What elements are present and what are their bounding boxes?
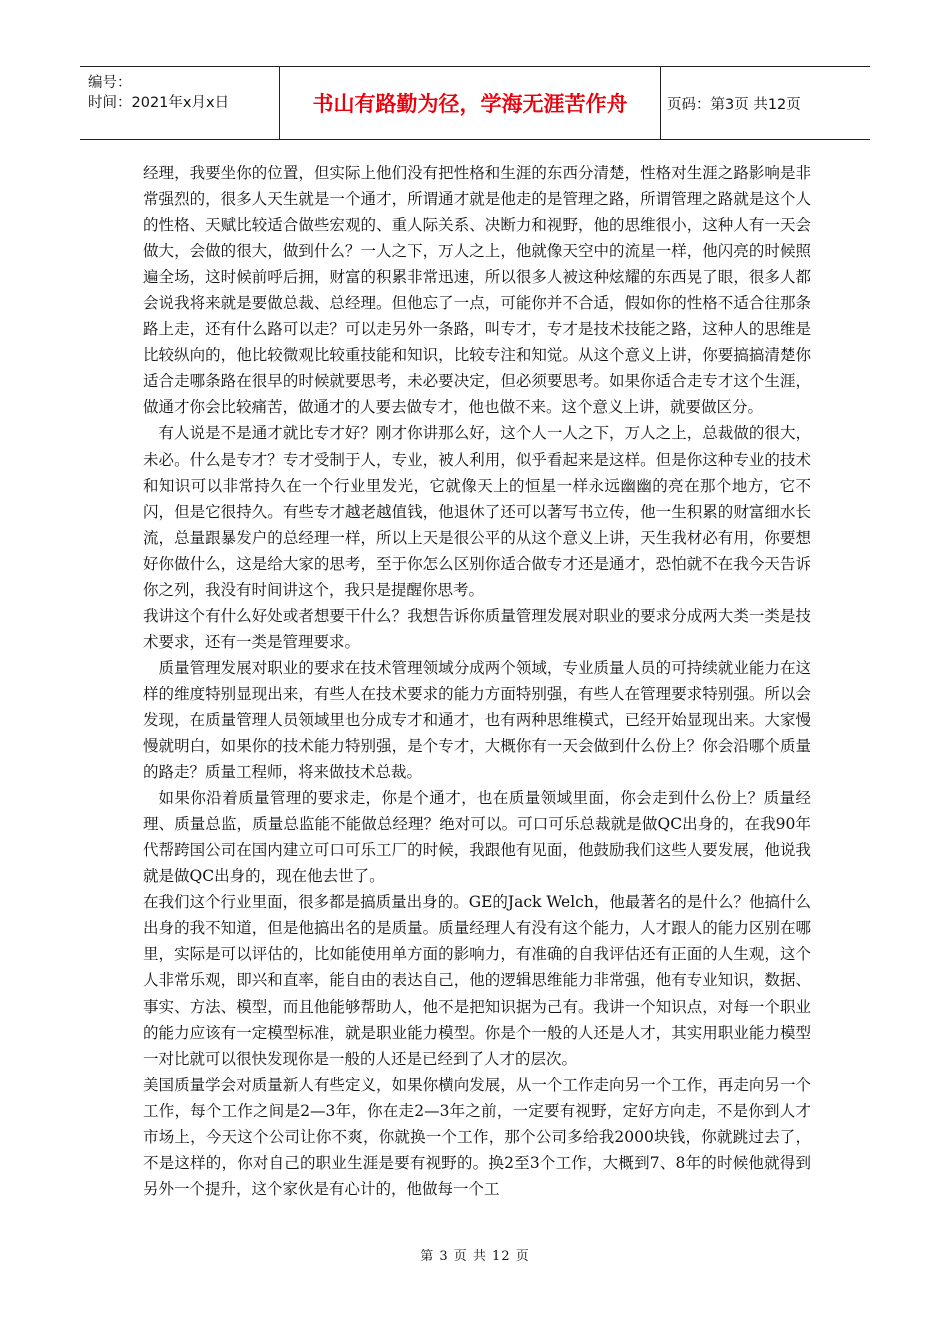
- paragraph: 如果你沿着质量管理的要求走，你是个通才，也在质量领域里面，你会走到什么份上？质量经理、质量总监，质量总监能不能做总经理？绝对可以。可口可乐总裁就是做QC出身的，在我90年代帮跨国公司在国内建立可口可乐工厂的时候，我跟他有见面，他鼓励我们这些人要发展，他说我就是做QC出身的，现在他去世了。: [143, 789, 811, 886]
- page-footer: 第 3 页 共 12 页: [420, 1249, 530, 1264]
- paragraph: 我讲这个有什么好处或者想要干什么？我想告诉你质量管理发展对职业的要求分成两大类一类是技术要求，还有一类是管理要求。: [143, 606, 811, 651]
- document-body: [143, 160, 811, 1202]
- document-number-label: 编号：: [88, 75, 132, 91]
- paragraph: 经理，我要坐你的位置，但实际上他们没有把性格和生涯的东西分清楚，性格对生涯之路影响是非常强烈的，很多人天生就是一个通才，所谓通才就是他走的是管理之路，所谓管理之路就是这个人的性格、天赋比较适合做些宏观的、重人际关系、决断力和视野，他的思维很小，这种人有一天会做大，会做的很大，做到什么？一人之下，万人之上，他就像天空中的流星一样，他闪亮的时候照遍全场，这时候前呼后拥，财富的积累非常迅速，所以很多人被这种炫耀的东西晃了眼，很多人都会说我将来就是要做总裁、总经理。但他忘了一点，可能你并不合适，假如你的性格不适合往那条路上走，还有什么路可以走？可以走另外一条路，叫专才，专才是技术技能之路，这种人的思维是比较纵向的，他比较微观比较重技能和知识，比较专注和知觉。从这个意义上讲，你要搞搞清楚你适合走哪条路在很早的时候就要思考，未必要决定，但必须要思考。如果你适合走专才这个生涯，做通才你会比较痛苦，做通才的人要去做专才，他也做不来。这个意义上讲，就要做区分。: [143, 164, 811, 417]
- paragraph: 有人说是不是通才就比专才好？刚才你讲那么好，这个人一人之下，万人之上，总裁做的很大，未必。什么是专才？专才受制于人，专业，被人利用，似乎看起来是这样。但是你这种专业的技术和知识可以非常持久在一个行业里发光，它就像天上的恒星一样永远幽幽的亮在那个地方，它不闪，但是它很持久。有些专才越老越值钱，他退休了还可以著写书立传，他一生积累的财富细水长流，总量跟暴发户的总经理一样，所以上天是很公平的从这个意义上讲，天生我材必有用，你要想好你做什么，这是给大家的思考，至于你怎么区别你适合做专才还是通才，恐怕就不在我今天告诉你之列，我没有时间讲这个，我只是提醒你思考。: [143, 424, 811, 599]
- document-time-label: 时间：2021年x月x日: [88, 95, 230, 111]
- header-motto: 书山有路勤为径，学海无涯苦作舟: [280, 67, 661, 139]
- paragraph: 在我们这个行业里面，很多都是搞质量出身的。GE的Jack Welch，他最著名的是什么？他搞什么出身的我不知道，但是他搞出名的是质量。质量经理人有没有这个能力，人才跟人的能力区别在哪里，实际是可以评估的，比如能使用单方面的影响力，有准确的自我评估还有正面的人生观，这个人非常乐观，即兴和直率，能自由的表达自己，他的逻辑思维能力非常强，他有专业知识，数据、事实、方法、模型，而且他能够帮助人，他不是把知识据为己有。我讲一个知识点，对每一个职业的能力应该有一定模型标准，就是职业能力模型。你是个一般的人还是人才，其实用职业能力模型一对比就可以很快发现你是一般的人还是已经到了人才的层次。: [143, 893, 811, 1068]
- header-page-info: 页码：第3页 共12页: [667, 96, 801, 113]
- page-header: [80, 66, 870, 140]
- paragraph: 质量管理发展对职业的要求在技术管理领域分成两个领域，专业质量人员的可持续就业能力在这样的维度特别显现出来，有些人在技术要求的能力方面特别强，有些人在管理要求特别强。所以会发现，在质量管理人员领域里也分成专才和通才，也有两种思维模式，已经开始显现出来。大家慢慢就明白，如果你的技术能力特别强，是个专才，大概你有一天会做到什么份上？你会沿哪个质量的路走？质量工程师，将来做技术总裁。: [143, 658, 811, 782]
- header-meta: [80, 67, 280, 139]
- paragraph: 美国质量学会对质量新人有些定义，如果你横向发展，从一个工作走向另一个工作，再走向另一个工作，每个工作之间是2—3年，你在走2—3年之前，一定要有视野，定好方向走，不是你到人才市场上，今天这个公司让你不爽，你就换一个工作，那个公司多给我2000块钱，你就跳过去了，不是这样的，你对自己的职业生涯是要有视野的。换2至3个工作，大概到7、8年的时候他就得到另外一个提升，这个家伙是有心计的，他做每一个工: [143, 1075, 811, 1198]
